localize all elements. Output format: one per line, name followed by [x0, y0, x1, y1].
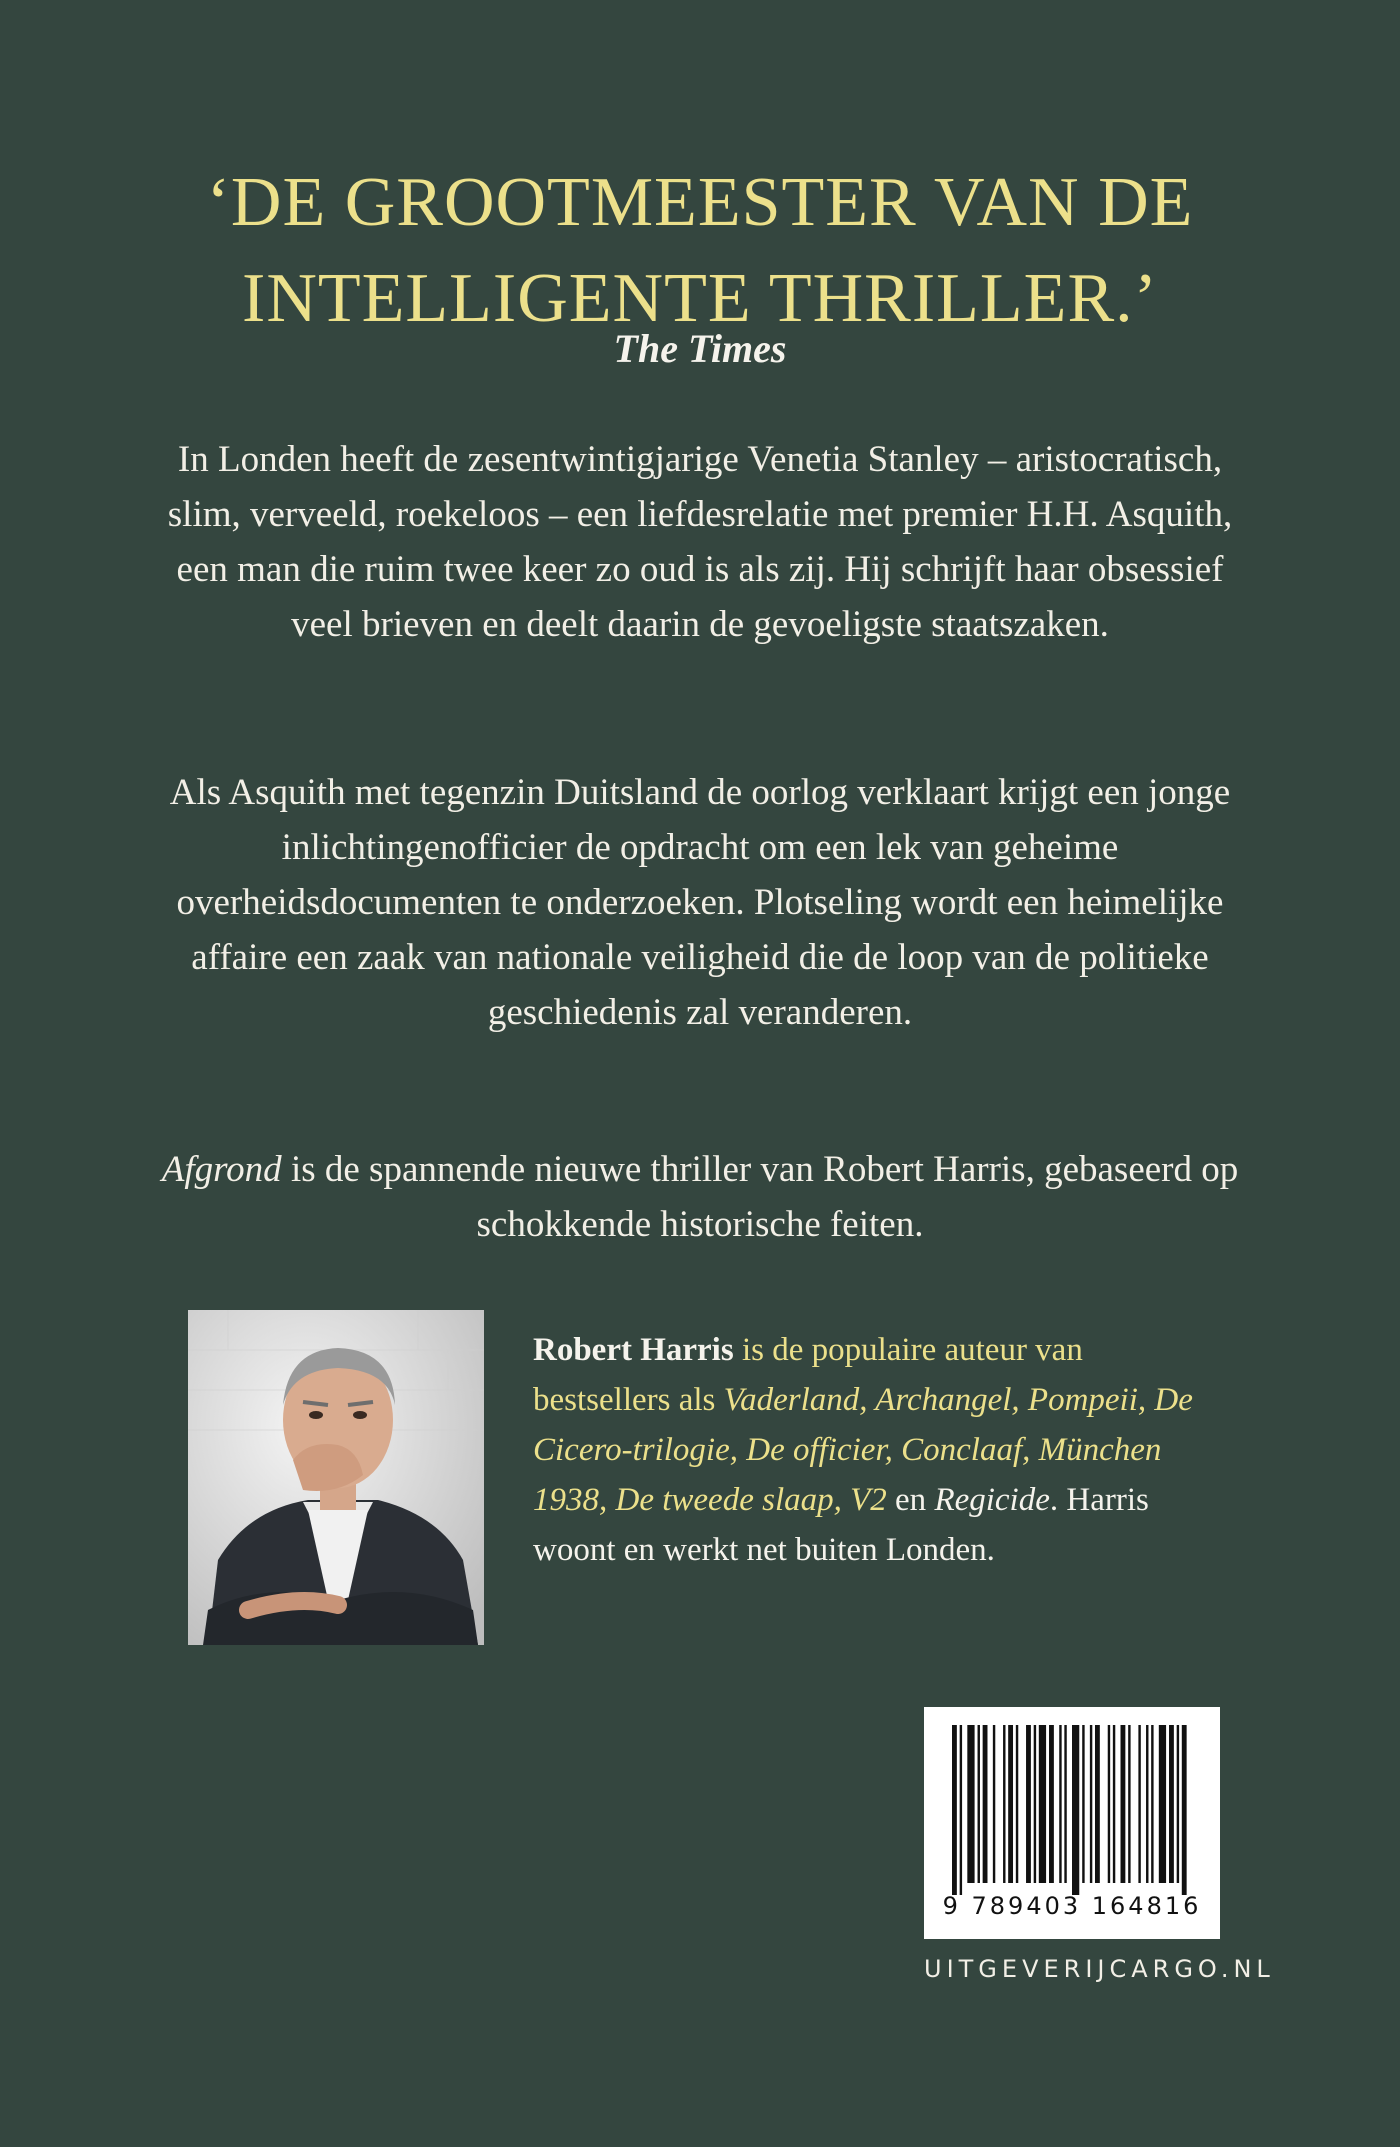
barcode-bar: [1146, 1725, 1148, 1883]
barcode-bar: [1138, 1725, 1140, 1883]
author-book-regicide: Regicide: [934, 1482, 1050, 1518]
author-bio-intro: is de populaire auteur van bestsellers als: [533, 1332, 1083, 1418]
barcode-bar: [1151, 1725, 1153, 1883]
author-bio-and: en: [886, 1482, 935, 1518]
barcode-bar: [1095, 1725, 1100, 1883]
barcode-bar: [1072, 1725, 1079, 1895]
barcode-bar: [1082, 1725, 1084, 1883]
barcode-bar: [952, 1725, 957, 1895]
barcode-bar: [1026, 1725, 1031, 1883]
publisher-url: UITGEVERIJCARGO.NL: [924, 1955, 1275, 1983]
blurb-paragraph-3: [150, 1142, 1250, 1252]
quote-line-2: INTELLIGENTE THRILLER.’: [242, 260, 1158, 337]
isbn-barcode: [924, 1707, 1220, 1939]
barcode-bar: [1113, 1725, 1115, 1883]
barcode-bar: [993, 1725, 995, 1883]
author-bio-outro: . Harris woont en werkt net buiten Londen.: [533, 1482, 1149, 1568]
barcode-bar: [1064, 1725, 1066, 1883]
barcode-bar: [1159, 1725, 1166, 1883]
barcode-bar: [1003, 1725, 1005, 1883]
barcode-bar: [1128, 1725, 1130, 1883]
author-photo: [188, 1310, 484, 1645]
barcode-bar: [983, 1725, 988, 1883]
blurb-paragraph-3-text: is de spannende nieuwe thriller van Robert Harris, gebaseerd op schokkende historische feiten.: [281, 1149, 1239, 1245]
barcode-bar: [960, 1725, 962, 1895]
barcode-bars: [952, 1725, 1192, 1895]
barcode-bar: [978, 1725, 980, 1883]
blurb-paragraph-1: In Londen heeft de zesentwintigjarige Venetia Stanley – aristocratisch, slim, verveeld, roekeloos – een liefdesrelatie met premier H.H. Asquith, een man die ruim twee keer zo oud is als zij. Hij schrijft haar obsessief veel brieven en deelt daarin de gevoeligste staatszaken.: [167, 439, 1233, 645]
barcode-bar: [1034, 1725, 1036, 1883]
quote-line-1: ‘DE GROOTMEESTER VAN DE: [206, 164, 1194, 241]
barcode-bar: [1177, 1725, 1179, 1883]
barcode-bar: [1008, 1725, 1013, 1883]
barcode-bar: [967, 1725, 974, 1883]
quote-source: The Times: [613, 326, 787, 371]
barcode-bar: [1182, 1725, 1187, 1895]
book-title: Afgrond: [161, 1149, 282, 1190]
quote-headline: [0, 155, 1400, 347]
barcode-bar: [1169, 1725, 1174, 1883]
barcode-bar: [1016, 1725, 1018, 1883]
author-books-list: Vaderland, Archangel, Pompeii, De Cicero-trilogie, De officier, Conclaaf, München 1938, De tweede slaap, V2: [533, 1382, 1193, 1518]
isbn-number: 9 789403 164816: [942, 1892, 1202, 1920]
barcode-bar: [1039, 1725, 1046, 1883]
barcode-bar: [1090, 1725, 1092, 1883]
barcode-bar: [1108, 1725, 1110, 1883]
barcode-bar: [1121, 1725, 1126, 1883]
blurb-paragraph-2: Als Asquith met tegenzin Duitsland de oorlog verklaart krijgt een jonge inlichtingenofficier de opdracht om een lek van geheime overheidsdocumenten te onderzoeken. Plotseling wordt een heimelijke affaire een zaak van nationale veiligheid die de loop van de politieke geschiedenis zal veranderen.: [169, 772, 1231, 1033]
barcode-bar: [1059, 1725, 1061, 1883]
author-bio: [533, 1325, 1193, 1575]
author-name: Robert Harris: [533, 1332, 734, 1368]
barcode-bar: [1049, 1725, 1054, 1883]
